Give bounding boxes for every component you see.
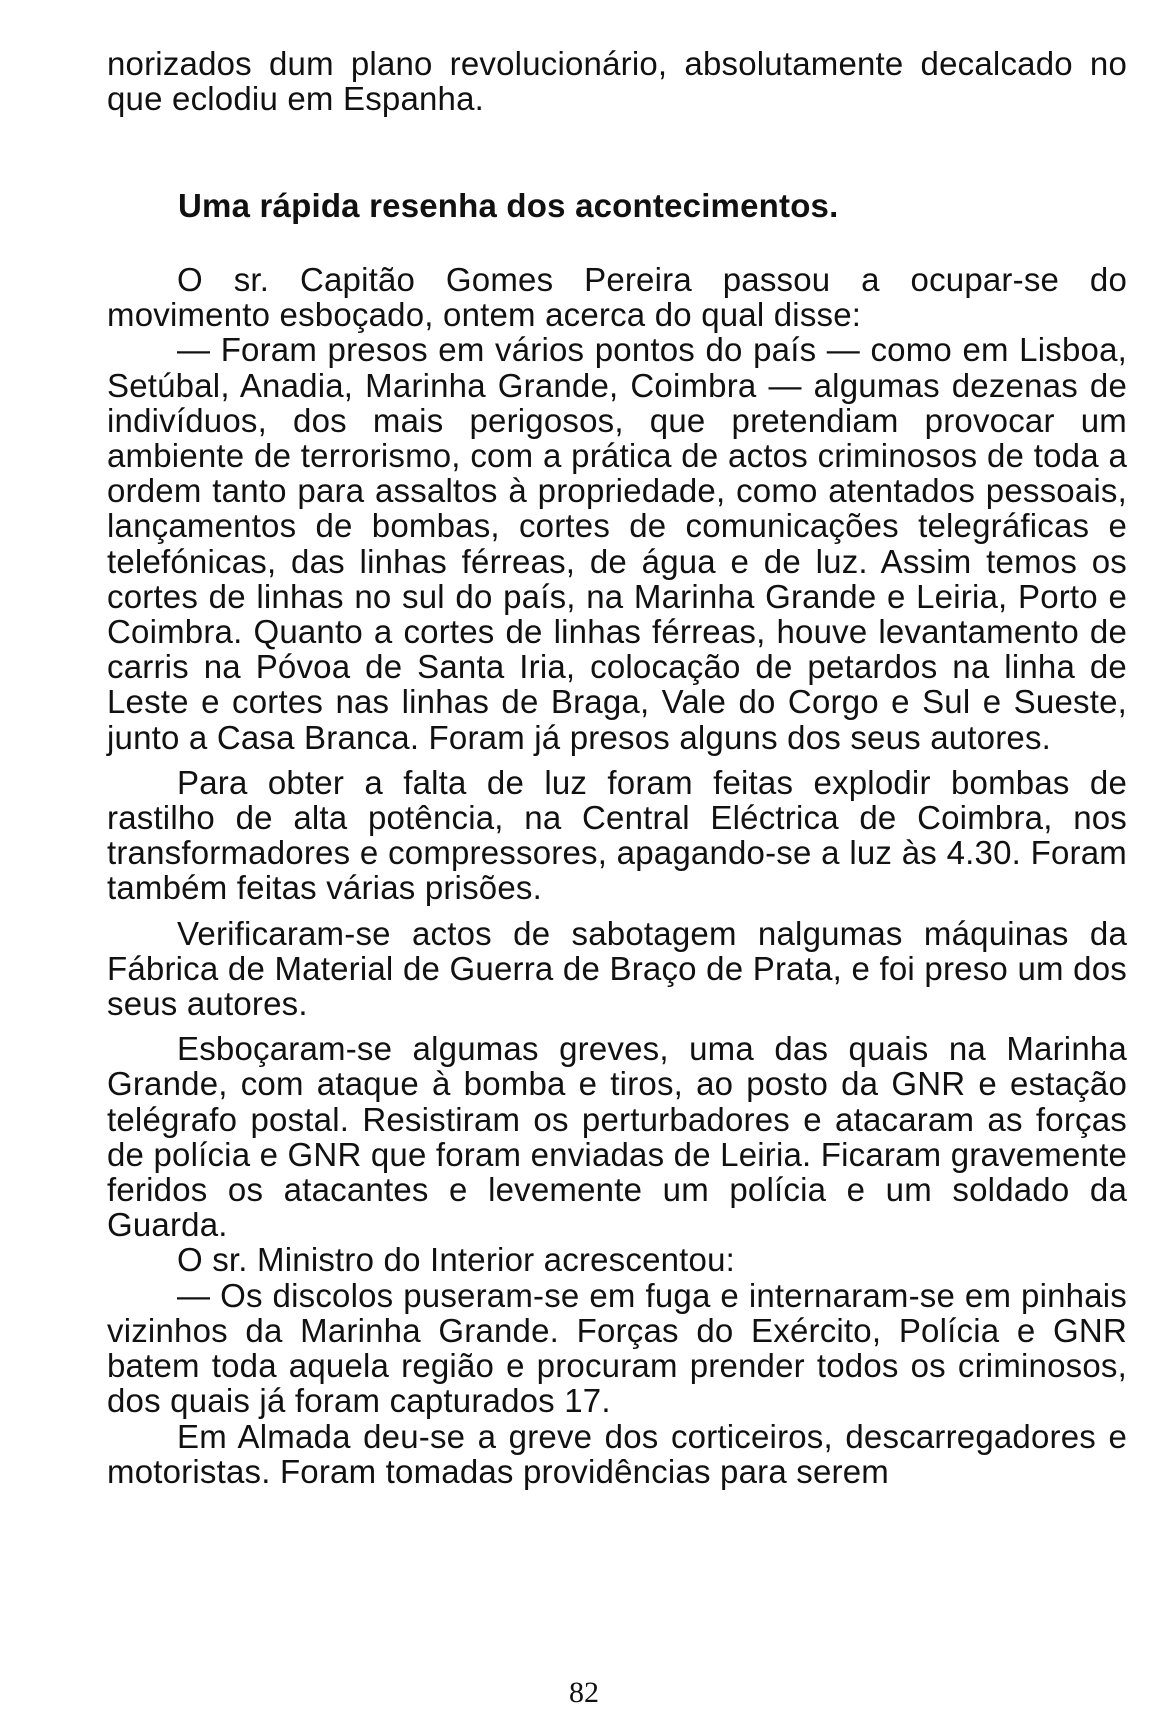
paragraph: Esboçaram-se algumas greves, uma das quais na Marinha Grande, com ataque à bomba e tiros, ao posto da GNR e estação telégrafo postal. Resistiram os perturbadores e atacaram as forças de polícia e GNR que foram enviadas de Leiria. Ficaram gravemente feridos os atacantes e levemente um polícia e um soldado da Guarda.: [107, 1030, 1127, 1244]
intro-text: norizados dum plano revolucionário, absolutamente decalcado no que eclodiu em Espanha.: [107, 45, 1127, 118]
paragraph: O sr. Capitão Gomes Pereira passou a ocupar-se do movimento esboçado, ontem acerca do qual disse:: [107, 261, 1127, 334]
body-text: [107, 262, 1127, 1489]
intro-paragraph: [107, 46, 1127, 116]
paragraph: Para obter a falta de luz foram feitas explodir bombas de rastilho de alta potência, na Central Eléctrica de Coimbra, nos transformadores e compressores, apagando-se a luz às 4.30. Foram também feitas várias prisões.: [107, 763, 1127, 907]
page-number: 82: [569, 1676, 599, 1709]
paragraph: Verificaram-se actos de sabotagem nalgumas máquinas da Fábrica de Material de Guerra de Braço de Prata, e foi preso um dos seus autores.: [107, 914, 1127, 1023]
section-heading: Uma rápida resenha dos acontecimentos.: [178, 187, 839, 224]
paragraph: — Os discolos puseram-se em fuga e internaram-se em pinhais vizinhos da Marinha Grande. Forças do Exército, Polícia e GNR batem toda aquela região e procuram prender todos os criminosos, dos quais já foram capturados 17.: [107, 1276, 1127, 1420]
paragraph: O sr. Ministro do Interior acrescentou:: [177, 1241, 736, 1279]
paragraph: Em Almada deu-se a greve dos corticeiros, descarregadores e motoristas. Foram tomadas providências para serem: [107, 1417, 1127, 1490]
paragraph: — Foram presos em vários pontos do país — como em Lisboa, Setúbal, Anadia, Marinha Grande, Coimbra — algumas dezenas de indivíduos, dos mais perigosos, que pretendiam provocar um ambiente de terrorismo, com a prática de actos criminosos de toda a ordem tanto para assaltos à propriedade, como atentados pessoais, lançamentos de bombas, cortes de comunicações telegráficas e telefónicas, das linhas férreas, de água e de luz. Assim temos os cortes de linhas no sul do país, na Marinha Grande e Leiria, Porto e Coimbra. Quanto a cortes de linhas férreas, houve levantamento de carris na Póvoa de Santa Iria, colocação de petardos na linha de Leste e cortes nas linhas de Braga, Vale do Corgo e Sul e Sueste, junto a Casa Branca. Foram já presos alguns dos seus autores.: [107, 331, 1127, 756]
